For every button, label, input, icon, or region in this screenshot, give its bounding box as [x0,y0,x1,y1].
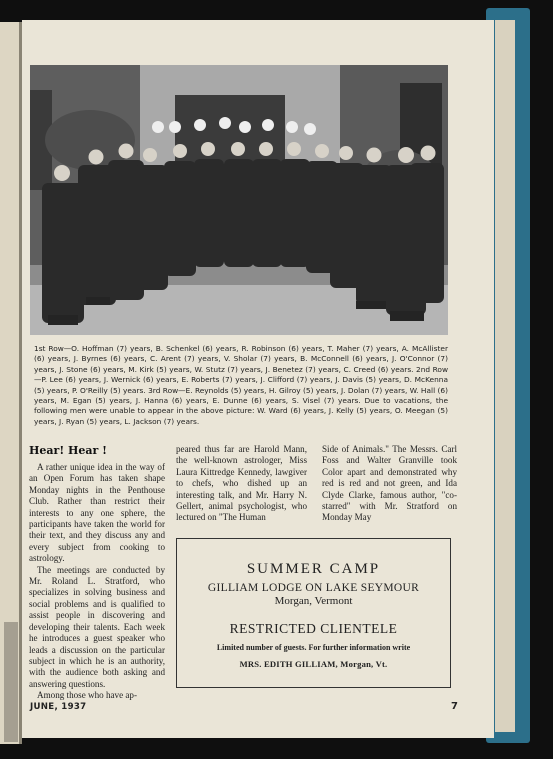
article-column-1 [29,462,165,702]
ad-limited-guests: Limited number of guests. For further information write [216,643,411,652]
article-paragraph: Side of Animals." The Messrs. Carl Foss and Walter Granville took Color apart and demonstrated why red is red and not green, and Ida Clyde Clarke, famous author, "co-starred" with Mr. Stratford on Monday May [322,444,457,523]
ad-title: SUMMER CAMP [246,561,381,577]
ad-contact: MRS. EDITH GILLIAM, Morgan, Vt. [239,659,388,669]
photo-caption: 1st Row—O. Hoffman (7) years, B. Schenkel (6) years, R. Robinson (6) years, T. Maher (7) years, A. McAllister (6) years, J. Byrnes (6) years, C. Arent (7) years, V. Sholar (7) years, B. McConnell (6) years, J. O'Connor (7) years, J. Stone (6) years, M. Kirk (5) years, W. Stutz (7) years, J. Benetez (7) years, C. Creed (6) years. 2nd Row—P. Lee (6) years, J. Wernick (6) years, E. Roberts (7) years, J. Clifford (7) years, J. Davis (5) years, D. McKenna (5) years, P. O'Reilly (5) years. 3rd Row—E. Reynolds (5) years, H. Gilroy (5) years, J. Dolan (7) years, W. Hall (6) years, M. Egan (5) years, J. Hanna (6) years, E. Dunne (6) years, S. Visel (7) years. Due to vacations, the following men were unable to appear in the above picture: W. Ward (6) years, J. Kelly (5) years, O. Meegan (5) years, J. Ryan (5) years, L. Jackson (7) years. [34,344,448,426]
article-paragraph: Among those who have ap- [37,690,138,701]
article-paragraph: A rather unique idea in the way of an Open Forum has taken shape Monday nights in the Penthouse Club. Rather than restrict their interests to any one sphere, the participants have taken the world for their text, and they discuss any and every subject from cooking to astrology. [29,462,165,564]
ad-border [176,538,451,688]
ad-location: Morgan, Vermont [274,595,353,607]
group-photo-image [30,65,448,335]
article-paragraph: peared thus far are Harold Mann, the well-known astrologer, Miss Laura Kittredge Kennedy, lawgiver to chefs, who dished up an interesting talk, and Mr. Harry N. Gellert, animal psychologist, who lectured on "The Human [176,444,307,523]
left-page-edge [0,22,22,744]
ad-lodge-name: GILLIAM LODGE ON LAKE SEYMOUR [207,582,420,594]
group-photo [30,65,448,335]
article-headline: Hear! Hear ! [29,444,107,457]
ad-restricted-clientele: RESTRICTED CLIENTELE [229,621,398,636]
advertisement [171,530,457,692]
article-paragraph: The meetings are conducted by Mr. Roland L. Stratford, who specializes in solving business and social problems and is qualified to assist people in discovering and developing their talents. Each week he introduces a guest speaker who leads a discussion on the particular subject in which he is an authority, with the audience both asking and answering questions. [29,564,165,689]
article-column-3 [322,444,457,524]
issue-date: JUNE, 1937 [30,702,87,712]
page-number: 7 [451,701,458,712]
page-stack-edge [495,20,515,732]
article-column-2 [176,444,307,524]
